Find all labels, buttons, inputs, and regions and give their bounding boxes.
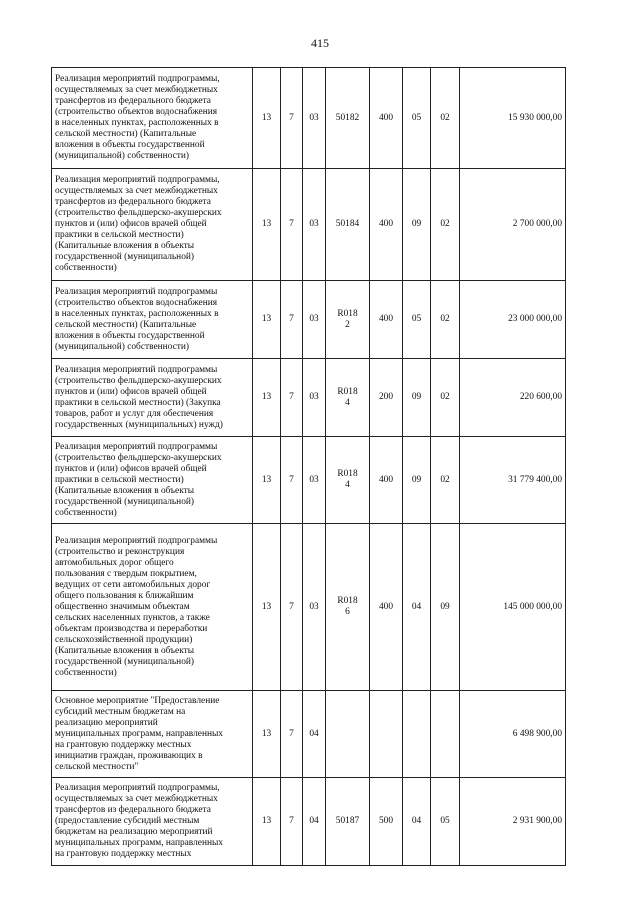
code-cell-c1: 13: [253, 359, 281, 437]
table-body: [52, 68, 566, 866]
code-cell-c4: 50184: [326, 169, 370, 281]
code-cell-c1: 13: [253, 281, 281, 359]
code-cell-c2: 7: [281, 281, 303, 359]
code-cell-c7: 09: [431, 524, 460, 691]
code-cell-c4: [326, 691, 370, 778]
code-cell-c7: 02: [431, 169, 460, 281]
table-row: [52, 691, 566, 778]
code-cell-c6: [403, 691, 431, 778]
code-cell-c3: 03: [303, 68, 326, 169]
code-cell-c3: 03: [303, 169, 326, 281]
row-description: Реализация мероприятий подпрограммы, осуществляемых за счет межбюджетных трансфертов из федерального бюджета (предоставление субсидий местным бюджетам на реализацию мероприятий муниципальных программ, направленных на грантовую поддержку местных: [52, 778, 253, 866]
table-row: [52, 524, 566, 691]
code-cell-c4: R018 4: [326, 437, 370, 524]
code-cell-c6: 09: [403, 359, 431, 437]
code-cell-c4: 50187: [326, 778, 370, 866]
row-amount: 15 930 000,00: [460, 68, 566, 169]
code-cell-c2: 7: [281, 437, 303, 524]
row-amount: 220 600,00: [460, 359, 566, 437]
code-cell-c1: 13: [253, 524, 281, 691]
row-description: Реализация мероприятий подпрограммы (строительство и реконструкция автомобильных дорог общего пользования с твердым покрытием, ведущих от сети автомобильных дорог общего пользования к ближайшим общественно значимым объектам сельских населенных пунктов, а также объектам производства и переработки сельскохозяйственной продукции) (Капитальные вложения в объекты государственной (муниципальной) собственности): [52, 524, 253, 691]
code-cell-c4: R018 2: [326, 281, 370, 359]
row-description: Реализация мероприятий подпрограммы (строительство объектов водоснабжения в населенных пунктах, расположенных в сельской местности) (Капитальные вложения в объекты государственной (муниципальной) собственности): [52, 281, 253, 359]
row-description: Реализация мероприятий подпрограммы, осуществляемых за счет межбюджетных трансфертов из федерального бюджета (строительство фельдшерско-акушерских пунктов и (или) офисов врачей общей практики в сельской местности) (Капитальные вложения в объекты государственной (муниципальной) собственности): [52, 169, 253, 281]
code-cell-c6: 04: [403, 778, 431, 866]
table-row: [52, 281, 566, 359]
budget-table: [51, 67, 566, 866]
code-cell-c7: 02: [431, 281, 460, 359]
code-cell-c5: 400: [370, 437, 403, 524]
code-cell-c6: 05: [403, 281, 431, 359]
code-cell-c4: 50182: [326, 68, 370, 169]
code-cell-c1: 13: [253, 691, 281, 778]
code-cell-c1: 13: [253, 778, 281, 866]
row-amount: 31 779 400,00: [460, 437, 566, 524]
table-row: [52, 359, 566, 437]
row-description: Реализация мероприятий подпрограммы (строительство фельдшерско-акушерских пунктов и (или) офисов врачей общей практики в сельской местности) (Закупка товаров, работ и услуг для обеспечения государственных (муниципальных) нужд): [52, 359, 253, 437]
code-cell-c5: 500: [370, 778, 403, 866]
code-cell-c5: 400: [370, 524, 403, 691]
code-cell-c2: 7: [281, 68, 303, 169]
code-cell-c1: 13: [253, 68, 281, 169]
code-cell-c3: 03: [303, 437, 326, 524]
row-description: Реализация мероприятий подпрограммы, осуществляемых за счет межбюджетных трансфертов из федерального бюджета (строительство объектов водоснабжения в населенных пунктах, расположенных в сельской местности) (Капитальные вложения в объекты государственной (муниципальной) собственности): [52, 68, 253, 169]
row-description: Основное мероприятие "Предоставление субсидий местным бюджетам на реализацию мероприятий муниципальных программ, направленных на грантовую поддержку местных инициатив граждан, проживающих в сельской местности": [52, 691, 253, 778]
table-row: [52, 778, 566, 866]
code-cell-c7: 02: [431, 437, 460, 524]
code-cell-c5: 400: [370, 68, 403, 169]
code-cell-c4: R018 4: [326, 359, 370, 437]
code-cell-c3: 03: [303, 359, 326, 437]
code-cell-c3: 03: [303, 524, 326, 691]
page-number: 415: [311, 36, 329, 50]
code-cell-c3: 04: [303, 691, 326, 778]
code-cell-c5: 400: [370, 281, 403, 359]
code-cell-c4: R018 6: [326, 524, 370, 691]
code-cell-c3: 03: [303, 281, 326, 359]
code-cell-c7: 02: [431, 68, 460, 169]
row-amount: 2 700 000,00: [460, 169, 566, 281]
table-row: [52, 68, 566, 169]
code-cell-c5: 200: [370, 359, 403, 437]
row-amount: 23 000 000,00: [460, 281, 566, 359]
code-cell-c6: 04: [403, 524, 431, 691]
code-cell-c2: 7: [281, 169, 303, 281]
row-amount: 2 931 900,00: [460, 778, 566, 866]
code-cell-c2: 7: [281, 691, 303, 778]
code-cell-c6: 09: [403, 437, 431, 524]
code-cell-c7: [431, 691, 460, 778]
code-cell-c5: 400: [370, 169, 403, 281]
code-cell-c5: [370, 691, 403, 778]
row-description: Реализация мероприятий подпрограммы (строительство фельдшерско-акушерских пунктов и (или) офисов врачей общей практики в сельской местности) (Капитальные вложения в объекты государственной (муниципальной) собственности): [52, 437, 253, 524]
code-cell-c1: 13: [253, 437, 281, 524]
table-row: [52, 437, 566, 524]
code-cell-c2: 7: [281, 359, 303, 437]
code-cell-c2: 7: [281, 524, 303, 691]
code-cell-c7: 05: [431, 778, 460, 866]
row-amount: 145 000 000,00: [460, 524, 566, 691]
table-row: [52, 169, 566, 281]
code-cell-c1: 13: [253, 169, 281, 281]
code-cell-c2: 7: [281, 778, 303, 866]
code-cell-c7: 02: [431, 359, 460, 437]
code-cell-c3: 04: [303, 778, 326, 866]
row-amount: 6 498 900,00: [460, 691, 566, 778]
code-cell-c6: 09: [403, 169, 431, 281]
code-cell-c6: 05: [403, 68, 431, 169]
